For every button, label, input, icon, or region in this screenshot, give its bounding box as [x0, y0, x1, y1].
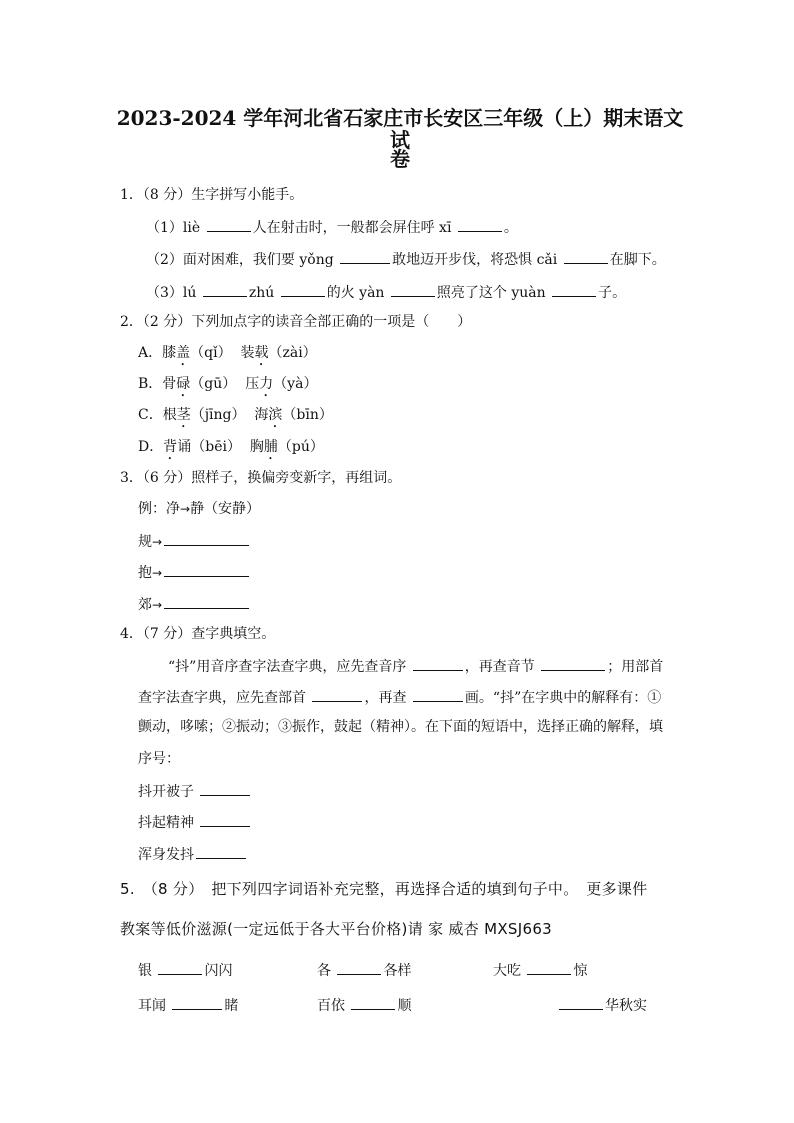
option-d[interactable]	[138, 438, 324, 463]
page-title: 2023-2024 学年河北省石家庄市长安区三年级（上）期末语文试	[116, 106, 684, 152]
dotted-char: 滨	[268, 407, 283, 423]
text: 子。	[598, 285, 627, 301]
text: （1）liè	[146, 220, 205, 236]
option-c[interactable]	[138, 406, 333, 431]
pinyin: （bēi）	[191, 439, 241, 455]
answer-blank[interactable]	[541, 656, 605, 671]
word: 海	[254, 407, 269, 423]
answer-blank[interactable]	[337, 960, 381, 975]
text: 敢地迈开步伐，将恐惧 cǎi	[392, 252, 562, 268]
char: 郊	[138, 597, 152, 613]
option-b[interactable]	[138, 375, 317, 400]
idiom-4	[138, 995, 238, 1015]
word: 膝	[162, 345, 177, 361]
text: 浑身发抖	[138, 847, 194, 863]
idiom-3	[493, 960, 587, 980]
dotted-char: 茎	[176, 407, 191, 423]
option-label: A．	[138, 345, 163, 361]
text: 顺	[397, 998, 412, 1014]
text: 照亮了这个 yuàn	[436, 285, 551, 301]
text: 大吃	[493, 963, 526, 979]
answer-blank[interactable]	[164, 594, 249, 609]
question-3-example	[138, 500, 260, 518]
text: 各	[317, 963, 336, 979]
word: 压	[245, 376, 260, 392]
text: 的火 yàn	[326, 285, 389, 301]
idiom-5	[317, 995, 411, 1015]
answer-blank[interactable]	[527, 960, 571, 975]
text: zhú	[248, 285, 279, 301]
pinyin: （zài）	[268, 345, 317, 361]
text: ，再查	[364, 690, 411, 706]
answer-blank[interactable]	[203, 282, 247, 297]
page-title-continued: 卷	[390, 147, 410, 171]
answer-blank[interactable]	[391, 282, 435, 297]
question-4-phrase-3	[138, 844, 248, 864]
question-4-phrase-2	[138, 812, 252, 832]
dotted-char: 盖	[176, 345, 191, 361]
question-1-item-2	[146, 249, 666, 269]
answer-blank[interactable]	[200, 781, 250, 796]
option-a[interactable]	[138, 344, 317, 369]
answer-blank[interactable]	[200, 812, 250, 827]
arrow-icon: →	[180, 502, 191, 516]
question-1-stem: 1．（8 分）生字拼写小能手。	[120, 187, 304, 203]
question-3-item-1	[138, 531, 251, 551]
text: 华秋实	[605, 998, 647, 1014]
text: （3）lú	[146, 285, 201, 301]
text: （2）面对困难，我们要 yǒng	[146, 252, 339, 268]
answer-blank[interactable]	[340, 249, 390, 264]
text: 闪闪	[204, 963, 233, 979]
word: 胸	[249, 439, 264, 455]
pinyin: （pú）	[277, 439, 324, 455]
text: ；用部首	[607, 659, 664, 675]
question-1-item-1	[146, 217, 518, 237]
text: 百依	[317, 998, 350, 1014]
question-1-item-3	[146, 282, 626, 302]
question-3-stem: 3．（6 分）照样子，换偏旁变新字，再组词。	[120, 470, 402, 486]
text: 睹	[224, 998, 239, 1014]
idiom-6	[557, 995, 647, 1015]
question-4-stem: 4．（7 分）查字典填空。	[120, 626, 276, 642]
question-4-paragraph-line-1	[168, 656, 663, 676]
pinyin: （bīn）	[282, 407, 333, 423]
question-5-stem: 5. （8 分） 把下列四字词语补充完整，再选择合适的填到句子中。 更多课件	[120, 880, 648, 898]
dotted-char: 力	[259, 376, 274, 392]
pinyin: （gū）	[190, 376, 237, 392]
question-2-stem: 2．（2 分）下列加点字的读音全部正确的一项是（ ）	[120, 314, 472, 330]
text: 查字法查字典，应先查部首	[138, 690, 311, 706]
question-3-item-2	[138, 562, 251, 582]
char: 抱	[138, 565, 152, 581]
text: 静（安静）	[190, 501, 261, 517]
text: 各样	[383, 963, 412, 979]
text: 耳闻	[138, 998, 171, 1014]
answer-blank[interactable]	[413, 687, 463, 702]
answer-blank[interactable]	[351, 995, 395, 1010]
answer-blank[interactable]	[207, 217, 251, 232]
text: ，再查音节	[464, 659, 540, 675]
answer-blank[interactable]	[158, 960, 202, 975]
answer-blank[interactable]	[564, 249, 608, 264]
pinyin: （jīng）	[190, 407, 246, 423]
idiom-1	[138, 960, 232, 980]
option-label: C．	[138, 407, 163, 423]
dotted-char: 载	[254, 345, 269, 361]
text: 抖开被子	[138, 784, 199, 800]
dotted-char: 脯	[263, 439, 278, 455]
promo-text: 教案等低价滋源(一定远低于各大平台价格)请 家 威杏 MXSJ663	[120, 920, 553, 938]
arrow-icon: →	[152, 535, 163, 549]
answer-blank[interactable]	[312, 687, 362, 702]
arrow-icon: →	[152, 566, 163, 580]
answer-blank[interactable]	[559, 995, 603, 1010]
dotted-char: 碌	[176, 376, 191, 392]
pinyin: （yà）	[273, 376, 318, 392]
answer-blank[interactable]	[552, 282, 596, 297]
text: 画。“抖”在字典中的解释有：①	[464, 690, 662, 706]
question-4-paragraph-line-4: 序号：	[138, 751, 180, 767]
question-4-paragraph-line-3: 颤动，哆嗦；②振动；③振作，鼓起（精神）。在下面的短语中，选择正确的解释，填	[138, 719, 663, 735]
answer-blank[interactable]	[172, 995, 222, 1010]
text: 人在射击时，一般都会屏住呼 xī	[252, 220, 456, 236]
text: 抖起精神	[138, 815, 199, 831]
text: 在脚下。	[609, 252, 666, 268]
char: 规	[138, 534, 152, 550]
text: “抖”用音序查字法查字典，应先查音序	[168, 659, 411, 675]
text: 。	[503, 220, 518, 236]
answer-blank[interactable]	[458, 217, 502, 232]
idiom-2	[317, 960, 411, 980]
option-label: B．	[138, 376, 163, 392]
word: 诵	[177, 439, 192, 455]
question-4-paragraph-line-2	[138, 687, 661, 707]
text: 银	[138, 963, 157, 979]
option-label: D．	[138, 439, 164, 455]
answer-blank[interactable]	[413, 656, 463, 671]
arrow-icon: →	[152, 598, 163, 612]
word: 根	[162, 407, 177, 423]
question-3-item-3	[138, 594, 251, 614]
word: 装	[240, 345, 255, 361]
question-4-phrase-1	[138, 781, 252, 801]
answer-blank[interactable]	[281, 282, 325, 297]
answer-blank[interactable]	[164, 562, 249, 577]
answer-blank[interactable]	[164, 531, 249, 546]
answer-blank[interactable]	[196, 844, 246, 859]
dotted-char: 背	[163, 439, 178, 455]
word: 骨	[162, 376, 177, 392]
pinyin: （qǐ）	[190, 345, 232, 361]
text: 惊	[573, 963, 588, 979]
text: 例：净	[138, 501, 180, 517]
